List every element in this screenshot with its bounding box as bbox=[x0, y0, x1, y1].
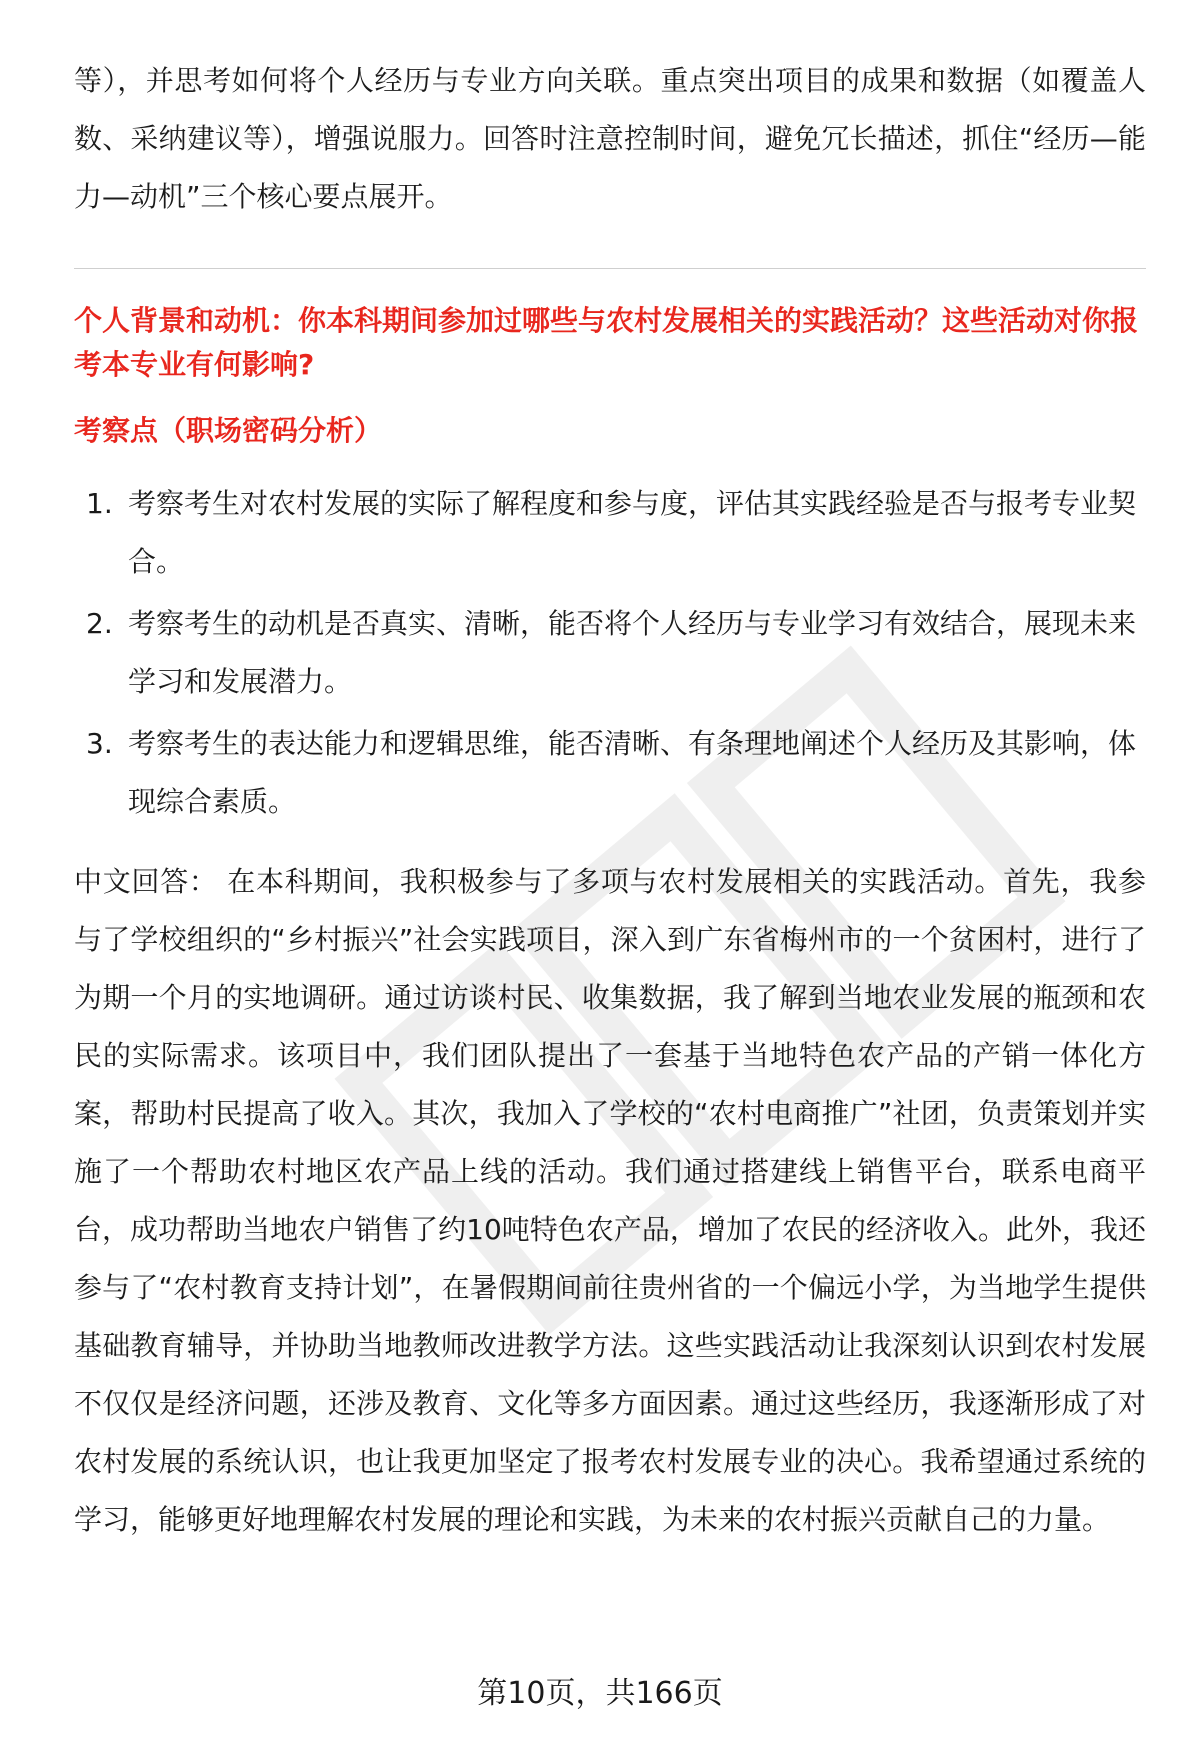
point-text: 考察考生的动机是否真实、清晰，能否将个人经历与专业学习有效结合，展现未来学习和发展潜力。 bbox=[128, 607, 1137, 698]
point-number: 3. bbox=[86, 727, 113, 760]
analysis-point bbox=[74, 715, 1146, 831]
analysis-point bbox=[74, 475, 1146, 591]
analysis-title: 考察点（职场密码分析） bbox=[74, 414, 383, 447]
point-number: 2. bbox=[86, 607, 113, 640]
answer-paragraph: 中文回答： 在本科期间，我积极参与了多项与农村发展相关的实践活动。首先，我参与了学校组织的“乡村振兴”社会实践项目，深入到广东省梅州市的一个贫困村，进行了为期一个月的实地调研。通过访谈村民、收集数据，我了解到当地农业发展的瓶颈和农民的实际需求。该项目中，我们团队提出了一套基于当地特色农产品的产销一体化方案，帮助村民提高了收入。其次，我加入了学校的“农村电商推广”社团，负责策划并实施了一个帮助农村地区农产品上线的活动。我们通过搭建线上销售平台，联系电商平台，成功帮助当地农户销售了约10吨特色农产品，增加了农民的经济收入。此外，我还参与了“农村教育支持计划”，在暑假期间前往贵州省的一个偏远小学，为当地学生提供基础教育辅导，并协助当地教师改进教学方法。这些实践活动让我深刻认识到农村发展不仅仅是经济问题，还涉及教育、文化等多方面因素。通过这些经历，我逐渐形成了对农村发展的系统认识，也让我更加坚定了报考农村发展专业的决心。我希望通过系统的学习，能够更好地理解农村发展的理论和实践，为未来的农村振兴贡献自己的力量。 bbox=[74, 865, 1146, 1536]
point-text: 考察考生对农村发展的实际了解程度和参与度，评估其实践经验是否与报考专业契合。 bbox=[128, 487, 1137, 578]
question-heading: 个人背景和动机：你本科期间参加过哪些与农村发展相关的实践活动？这些活动对你报考本专业有何影响? bbox=[74, 304, 1139, 381]
point-text: 考察考生的表达能力和逻辑思维，能否清晰、有条理地阐述个人经历及其影响，体现综合素质。 bbox=[128, 727, 1137, 818]
intro-paragraph: 等），并思考如何将个人经历与专业方向关联。重点突出项目的成果和数据（如覆盖人数、采纳建议等），增强说服力。回答时注意控制时间，避免冗长描述，抓住“经历—能力—动机”三个核心要点展开。 bbox=[74, 64, 1146, 213]
content-area bbox=[74, 52, 1146, 1549]
page-number-footer: 第10页，共166页 bbox=[477, 1676, 723, 1711]
analysis-point bbox=[74, 595, 1146, 711]
point-number: 1. bbox=[86, 487, 113, 520]
section-divider bbox=[74, 268, 1146, 269]
analysis-points-list bbox=[74, 475, 1146, 831]
